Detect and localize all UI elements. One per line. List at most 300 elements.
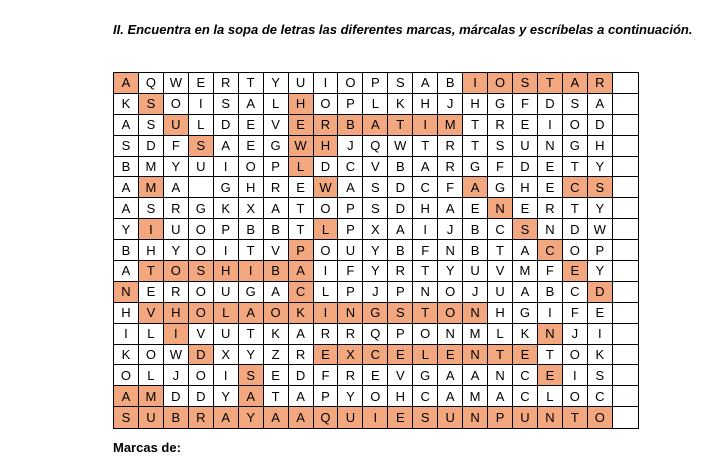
grid-cell: S [363, 198, 388, 219]
grid-cell: H [588, 136, 613, 157]
grid-cell: A [239, 94, 264, 115]
grid-cell [613, 365, 638, 386]
grid-cell: A [114, 177, 139, 198]
grid-cell: E [139, 282, 164, 303]
grid-cell: A [114, 73, 139, 94]
grid-cell: J [363, 282, 388, 303]
grid-cell: P [338, 282, 363, 303]
grid-cell: O [189, 240, 214, 261]
grid-cell: I [114, 324, 139, 345]
grid-cell: L [314, 282, 339, 303]
grid-cell: A [513, 240, 538, 261]
grid-cell: K [214, 198, 239, 219]
grid-cell: I [314, 303, 339, 324]
grid-cell: X [338, 345, 363, 366]
grid-cell: T [239, 73, 264, 94]
grid-cell: R [488, 115, 513, 136]
grid-cell: D [289, 365, 314, 386]
grid-cell: S [588, 365, 613, 386]
grid-cell [613, 157, 638, 178]
grid-cell: Y [164, 157, 189, 178]
grid-cell: O [139, 345, 164, 366]
grid-cell: A [214, 136, 239, 157]
grid-cell: U [214, 282, 239, 303]
grid-cell: O [189, 303, 214, 324]
grid-cell: B [538, 282, 563, 303]
grid-cell: P [488, 407, 513, 428]
grid-cell: E [388, 407, 413, 428]
grid-cell: M [463, 324, 488, 345]
grid-cell: E [513, 198, 538, 219]
grid-cell: X [239, 198, 264, 219]
grid-cell: F [314, 365, 339, 386]
grid-cell: Y [438, 261, 463, 282]
grid-cell: D [588, 115, 613, 136]
grid-cell: V [488, 261, 513, 282]
grid-cell: P [289, 240, 314, 261]
grid-cell: A [438, 386, 463, 407]
grid-cell: W [388, 136, 413, 157]
grid-cell: R [438, 136, 463, 157]
grid-cell: U [338, 240, 363, 261]
grid-cell: G [513, 303, 538, 324]
grid-cell [613, 345, 638, 366]
grid-cell: C [289, 282, 314, 303]
grid-cell [613, 198, 638, 219]
grid-cell: T [488, 240, 513, 261]
grid-cell: R [264, 177, 289, 198]
grid-cell: J [438, 219, 463, 240]
grid-cell: Y [588, 198, 613, 219]
grid-cell: D [314, 157, 339, 178]
grid-cell: B [264, 219, 289, 240]
grid-cell: N [538, 219, 563, 240]
grid-cell: D [189, 345, 214, 366]
grid-cell: E [538, 365, 563, 386]
grid-cell: S [189, 136, 214, 157]
grid-cell: U [164, 219, 189, 240]
grid-cell: D [189, 386, 214, 407]
grid-cell: T [264, 386, 289, 407]
grid-cell: P [314, 386, 339, 407]
grid-cell: F [563, 303, 588, 324]
grid-cell: S [114, 136, 139, 157]
grid-cell: U [488, 282, 513, 303]
grid-cell: J [164, 365, 189, 386]
grid-cell: I [239, 261, 264, 282]
grid-cell: K [264, 324, 289, 345]
word-search-grid [113, 72, 639, 429]
grid-cell: H [164, 303, 189, 324]
grid-cell: P [363, 73, 388, 94]
grid-cell: O [438, 303, 463, 324]
grid-cell: A [239, 303, 264, 324]
grid-cell [613, 324, 638, 345]
grid-cell: A [114, 198, 139, 219]
grid-cell: A [388, 219, 413, 240]
grid-cell [613, 115, 638, 136]
grid-cell: I [463, 73, 488, 94]
grid-cell: E [538, 177, 563, 198]
grid-cell: B [338, 115, 363, 136]
grid-cell: Y [264, 73, 289, 94]
grid-cell: L [139, 324, 164, 345]
grid-cell: R [189, 407, 214, 428]
grid-cell: A [363, 115, 388, 136]
grid-cell: N [488, 198, 513, 219]
grid-cell: V [264, 115, 289, 136]
grid-cell: S [139, 115, 164, 136]
grid-cell: S [139, 94, 164, 115]
grid-cell: G [563, 136, 588, 157]
grid-cell: K [588, 345, 613, 366]
grid-cell: W [314, 177, 339, 198]
grid-cell: H [413, 94, 438, 115]
grid-cell: D [214, 115, 239, 136]
grid-cell: O [314, 240, 339, 261]
grid-cell: Y [588, 261, 613, 282]
grid-cell: C [513, 386, 538, 407]
grid-cell: E [289, 115, 314, 136]
grid-cell: P [338, 198, 363, 219]
grid-cell: S [214, 94, 239, 115]
grid-cell: D [164, 386, 189, 407]
grid-cell: Y [588, 157, 613, 178]
grid-cell: P [338, 94, 363, 115]
grid-cell: O [338, 73, 363, 94]
grid-cell: L [264, 94, 289, 115]
grid-cell: E [538, 157, 563, 178]
grid-cell: O [264, 303, 289, 324]
grid-cell: R [289, 345, 314, 366]
grid-cell: A [513, 282, 538, 303]
grid-cell: T [563, 407, 588, 428]
grid-cell: T [289, 198, 314, 219]
grid-cell: J [563, 324, 588, 345]
grid-cell: A [264, 407, 289, 428]
grid-cell [613, 386, 638, 407]
grid-cell: E [264, 365, 289, 386]
grid-cell: A [114, 261, 139, 282]
grid-cell: G [463, 157, 488, 178]
grid-cell: H [463, 94, 488, 115]
grid-cell: V [363, 157, 388, 178]
grid-cell: L [363, 94, 388, 115]
grid-cell: F [438, 177, 463, 198]
grid-cell: A [338, 177, 363, 198]
grid-cell: S [588, 177, 613, 198]
grid-cell: O [114, 365, 139, 386]
grid-cell: M [438, 115, 463, 136]
grid-cell: O [488, 73, 513, 94]
grid-cell: C [538, 240, 563, 261]
grid-cell: Q [314, 407, 339, 428]
grid-cell: N [438, 324, 463, 345]
grid-cell: Q [363, 136, 388, 157]
grid-cell: Y [164, 240, 189, 261]
grid-cell: W [588, 219, 613, 240]
grid-cell: A [289, 261, 314, 282]
grid-cell: R [388, 261, 413, 282]
grid-cell: G [488, 94, 513, 115]
grid-cell: M [139, 177, 164, 198]
grid-cell: H [388, 386, 413, 407]
grid-cell: K [289, 303, 314, 324]
grid-cell: G [488, 177, 513, 198]
grid-cell: L [538, 386, 563, 407]
grid-cell: P [388, 282, 413, 303]
grid-cell: C [488, 219, 513, 240]
grid-cell: B [388, 157, 413, 178]
grid-cell: I [563, 365, 588, 386]
grid-cell: I [413, 115, 438, 136]
grid-cell: Z [264, 345, 289, 366]
grid-cell: P [338, 219, 363, 240]
grid-cell: E [239, 115, 264, 136]
grid-cell: I [164, 324, 189, 345]
grid-cell: E [463, 198, 488, 219]
grid-cell: N [463, 407, 488, 428]
grid-cell: I [363, 407, 388, 428]
grid-cell: C [563, 282, 588, 303]
grid-cell: S [388, 73, 413, 94]
grid-cell [613, 219, 638, 240]
grid-cell: H [289, 94, 314, 115]
grid-cell: O [239, 157, 264, 178]
grid-cell: W [164, 345, 189, 366]
grid-cell: O [189, 219, 214, 240]
grid-cell: R [538, 198, 563, 219]
grid-cell: U [513, 136, 538, 157]
grid-cell: A [214, 407, 239, 428]
grid-cell [613, 282, 638, 303]
grid-cell: R [314, 324, 339, 345]
grid-cell: K [513, 324, 538, 345]
grid-cell: R [588, 73, 613, 94]
grid-cell [189, 177, 214, 198]
grid-cell: R [164, 282, 189, 303]
grid-cell: B [114, 240, 139, 261]
grid-cell: N [538, 136, 563, 157]
grid-cell: B [114, 157, 139, 178]
grid-cell: I [189, 94, 214, 115]
grid-cell: U [338, 407, 363, 428]
grid-cell: F [164, 136, 189, 157]
grid-cell: E [289, 177, 314, 198]
grid-cell: U [289, 73, 314, 94]
grid-cell: E [438, 345, 463, 366]
grid-cell: B [463, 219, 488, 240]
grid-cell: V [388, 365, 413, 386]
grid-cell: N [463, 303, 488, 324]
grid-cell: E [189, 73, 214, 94]
grid-cell: B [239, 219, 264, 240]
grid-cell: U [139, 407, 164, 428]
grid-cell: S [139, 198, 164, 219]
grid-cell: W [289, 136, 314, 157]
grid-cell: U [463, 261, 488, 282]
grid-cell: P [588, 240, 613, 261]
grid-cell: A [264, 198, 289, 219]
grid-cell: R [338, 324, 363, 345]
grid-cell: T [463, 136, 488, 157]
grid-cell [613, 94, 638, 115]
grid-cell: E [513, 115, 538, 136]
grid-cell: Y [338, 386, 363, 407]
grid-cell: O [314, 94, 339, 115]
grid-cell: N [538, 324, 563, 345]
grid-cell: O [563, 115, 588, 136]
grid-cell: E [513, 345, 538, 366]
grid-cell: A [463, 177, 488, 198]
grid-cell: S [513, 73, 538, 94]
grid-cell: Y [114, 219, 139, 240]
grid-cell: E [588, 303, 613, 324]
grid-cell: P [214, 219, 239, 240]
grid-cell: U [513, 407, 538, 428]
grid-cell: N [538, 407, 563, 428]
grid-cell: R [164, 198, 189, 219]
grid-cell: T [289, 219, 314, 240]
grid-cell: O [164, 261, 189, 282]
grid-cell: H [488, 303, 513, 324]
grid-cell: H [413, 198, 438, 219]
grid-cell: O [189, 365, 214, 386]
grid-cell: V [139, 303, 164, 324]
grid-cell: S [413, 407, 438, 428]
grid-cell [613, 303, 638, 324]
grid-cell: T [413, 303, 438, 324]
grid-cell: Y [239, 345, 264, 366]
grid-cell: D [388, 198, 413, 219]
grid-cell: D [513, 157, 538, 178]
grid-cell: E [239, 136, 264, 157]
grid-cell: S [563, 94, 588, 115]
grid-cell: M [463, 386, 488, 407]
brands-label: Marcas de: [113, 440, 181, 455]
grid-cell: F [538, 261, 563, 282]
grid-cell: H [314, 136, 339, 157]
grid-cell: L [139, 365, 164, 386]
grid-cell: O [563, 386, 588, 407]
grid-cell: S [239, 365, 264, 386]
grid-cell: L [189, 115, 214, 136]
grid-cell: D [538, 94, 563, 115]
grid-cell: C [363, 345, 388, 366]
grid-cell: J [463, 282, 488, 303]
grid-cell: A [413, 157, 438, 178]
grid-cell: S [488, 136, 513, 157]
grid-cell: A [114, 386, 139, 407]
grid-cell: D [563, 219, 588, 240]
grid-cell: G [413, 365, 438, 386]
grid-cell: J [338, 136, 363, 157]
grid-cell: H [239, 177, 264, 198]
grid-cell: N [463, 345, 488, 366]
grid-cell: R [314, 115, 339, 136]
grid-cell: G [264, 136, 289, 157]
grid-cell: J [438, 94, 463, 115]
grid-cell: T [538, 73, 563, 94]
grid-cell: B [264, 261, 289, 282]
grid-cell: S [114, 407, 139, 428]
grid-cell: M [139, 386, 164, 407]
grid-cell: Y [239, 407, 264, 428]
grid-cell: O [413, 324, 438, 345]
grid-cell: U [214, 324, 239, 345]
grid-cell: C [588, 386, 613, 407]
grid-cell: T [538, 345, 563, 366]
grid-cell: T [488, 345, 513, 366]
grid-cell: A [413, 73, 438, 94]
grid-cell: T [463, 115, 488, 136]
grid-cell: H [214, 261, 239, 282]
grid-cell: B [463, 240, 488, 261]
grid-cell: C [413, 177, 438, 198]
grid-cell: U [438, 407, 463, 428]
grid-cell: M [139, 157, 164, 178]
grid-cell: O [588, 407, 613, 428]
grid-cell: K [114, 94, 139, 115]
grid-cell [613, 240, 638, 261]
grid-cell: U [189, 157, 214, 178]
grid-cell: A [114, 115, 139, 136]
grid-cell: Q [363, 324, 388, 345]
grid-cell: H [114, 303, 139, 324]
grid-cell: I [314, 73, 339, 94]
grid-cell: Y [363, 240, 388, 261]
grid-cell: O [189, 282, 214, 303]
grid-cell: N [488, 365, 513, 386]
grid-cell: I [538, 303, 563, 324]
grid-cell: B [164, 407, 189, 428]
grid-cell: T [139, 261, 164, 282]
grid-cell [613, 73, 638, 94]
grid-cell: W [164, 73, 189, 94]
grid-cell: I [588, 324, 613, 345]
grid-cell: A [264, 282, 289, 303]
grid-cell: L [214, 303, 239, 324]
grid-cell: E [563, 261, 588, 282]
grid-cell: L [488, 324, 513, 345]
grid-cell: G [214, 177, 239, 198]
grid-cell: Q [139, 73, 164, 94]
grid-cell: I [538, 115, 563, 136]
grid-cell: A [463, 365, 488, 386]
grid-cell: T [239, 324, 264, 345]
grid-cell: S [363, 177, 388, 198]
grid-cell: N [338, 303, 363, 324]
grid-cell: G [189, 198, 214, 219]
grid-cell: O [563, 345, 588, 366]
grid-cell: T [239, 240, 264, 261]
grid-cell: E [388, 345, 413, 366]
grid-cell: M [513, 261, 538, 282]
grid-cell: A [289, 407, 314, 428]
grid-cell: T [388, 115, 413, 136]
grid-cell: G [363, 303, 388, 324]
grid-cell: E [363, 365, 388, 386]
grid-cell: K [114, 345, 139, 366]
grid-cell: I [214, 240, 239, 261]
grid-cell: I [314, 261, 339, 282]
grid-cell: G [239, 282, 264, 303]
grid-cell: O [438, 282, 463, 303]
grid-cell: L [413, 345, 438, 366]
grid-cell: H [513, 177, 538, 198]
grid-cell: I [413, 219, 438, 240]
grid-cell: N [413, 282, 438, 303]
